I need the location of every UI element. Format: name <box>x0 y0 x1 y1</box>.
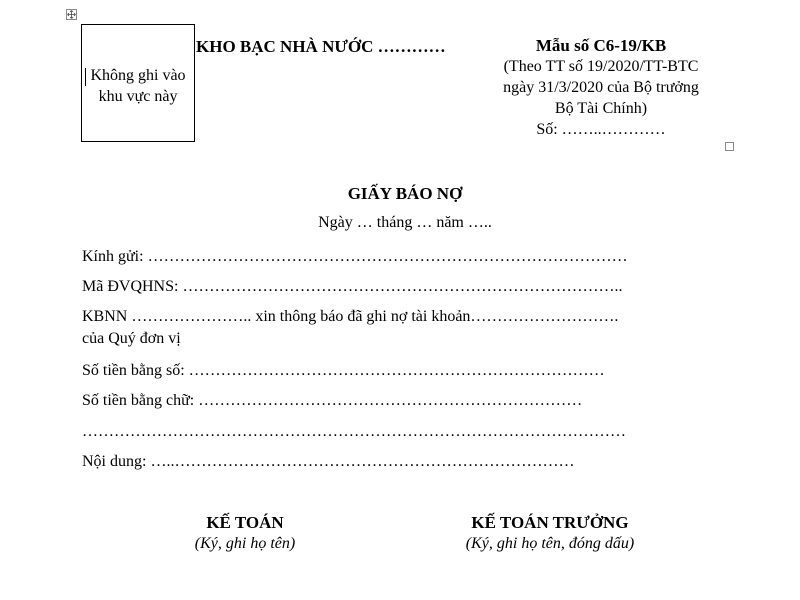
form-ref-line-3: Bộ Tài Chính) <box>554 100 648 117</box>
field-so-tien-bang-so: Số tiền bằng số: …………………………………………………………………… <box>82 362 605 379</box>
stamp-box <box>81 24 195 142</box>
field-kbnn-line-2: của Quý đơn vị <box>82 330 181 347</box>
stamp-box-text: Không ghi vào khu vực này <box>90 67 186 105</box>
form-code: Mẫu số C6-19/KB <box>535 36 667 55</box>
field-so-tien-bang-chu: Số tiền bằng chữ: ……………………………………………………………… <box>82 392 583 409</box>
document-title: GIẤY BÁO NỢ <box>347 184 463 203</box>
table-move-handle-icon[interactable] <box>66 9 77 20</box>
form-reference-block <box>470 35 732 140</box>
field-noi-dung: Nội dung: …..………………………………………………………………… <box>82 453 575 470</box>
form-ref-line-2: ngày 31/3/2020 của Bộ trưởng <box>503 79 699 96</box>
chief-accountant-sign-note: (Ký, ghi họ tên, đóng dấu) <box>465 535 635 552</box>
chief-accountant-title: KẾ TOÁN TRƯỞNG <box>471 513 629 532</box>
form-number: Số: ……..………… <box>536 121 666 138</box>
field-blank-line: ………………………………………………………………………………………… <box>82 423 626 440</box>
table-resize-handle-icon[interactable] <box>725 142 734 151</box>
treasury-name: KHO BẠC NHÀ NƯỚC ………… <box>196 37 446 56</box>
date-line: Ngày … tháng … năm ….. <box>318 214 492 231</box>
field-ma-dvqhns: Mã ĐVQHNS: ……………………………………………………………………….. <box>82 278 623 295</box>
field-kinh-gui: Kính gửi: ……………………………………………………………………………… <box>82 248 628 265</box>
accountant-sign-note: (Ký, ghi họ tên) <box>194 535 296 552</box>
field-kbnn-line-1: KBNN ………………….. xin thông báo đã ghi nợ tài khoản………………………. <box>82 308 619 325</box>
form-ref-line-1: (Theo TT số 19/2020/TT-BTC <box>503 58 699 75</box>
accountant-title: KẾ TOÁN <box>206 513 284 532</box>
